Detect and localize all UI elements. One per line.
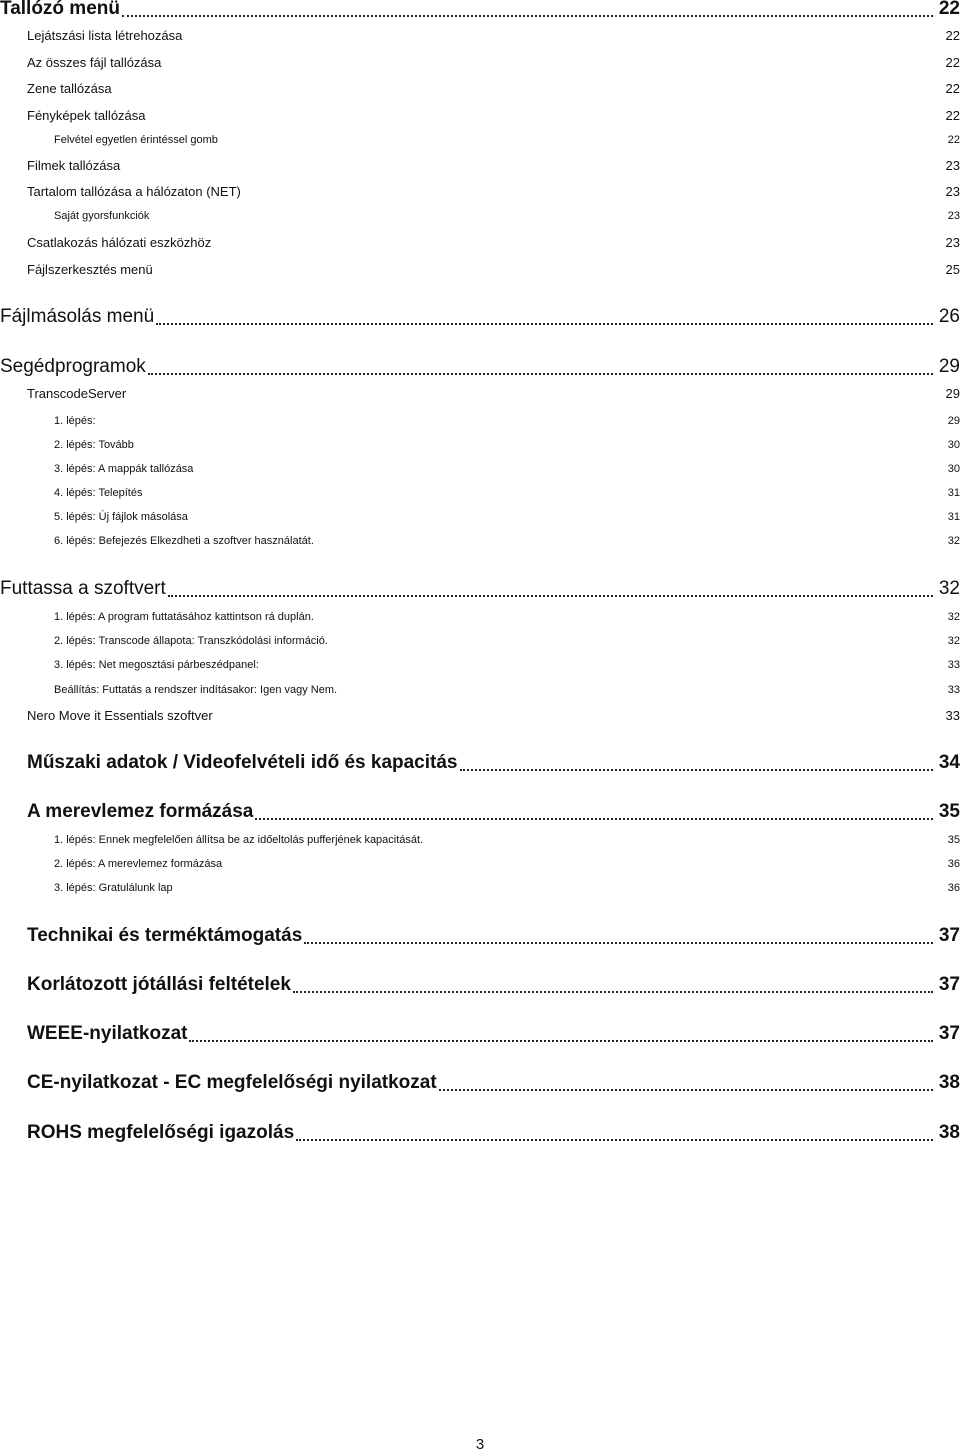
toc-heading[interactable] xyxy=(0,356,960,378)
toc-entry-page: 23 xyxy=(945,158,960,173)
toc-entry-title: CE-nyilatkozat - EC megfelelőségi nyilatkozat xyxy=(27,1072,437,1093)
toc-entry-page: 23 xyxy=(947,210,960,222)
toc-entry-page: 32 xyxy=(947,611,960,623)
toc-entry-title: 3. lépés: A mappák tallózása xyxy=(54,463,194,475)
toc-entry-title: Műszaki adatok / Videofelvételi idő és kapacitás xyxy=(27,752,458,773)
toc-entry[interactable] xyxy=(27,386,960,401)
toc-entry-title: Csatlakozás hálózati eszközhöz xyxy=(27,235,212,250)
toc-entry-title: Nero Move it Essentials szoftver xyxy=(27,708,213,723)
toc-entry[interactable] xyxy=(54,882,960,894)
toc-entry[interactable] xyxy=(27,55,960,70)
toc-entry[interactable] xyxy=(54,635,960,647)
toc-heading[interactable] xyxy=(27,801,960,823)
toc-heading[interactable] xyxy=(27,1023,960,1045)
toc-entry-page: 37 xyxy=(938,925,960,946)
toc-entry[interactable] xyxy=(27,235,960,250)
toc-entry-page: 32 xyxy=(947,635,960,647)
toc-entry[interactable] xyxy=(27,184,960,199)
toc-entry-page: 37 xyxy=(938,1023,960,1044)
toc-entry-page: 29 xyxy=(938,356,960,377)
dot-leader xyxy=(168,595,933,597)
toc-entry-title: Tallózó menü xyxy=(0,0,120,19)
toc-entry-title: Fájlmásolás menü xyxy=(0,306,155,327)
toc-entry-page: 31 xyxy=(947,487,960,499)
toc-entry-title: Futtassa a szoftvert xyxy=(0,578,166,599)
toc-entry-page: 30 xyxy=(947,439,960,451)
dot-leader xyxy=(255,818,933,820)
toc-entry-page: 33 xyxy=(945,708,960,723)
toc-entry-title: 5. lépés: Új fájlok másolása xyxy=(54,511,188,523)
toc-entry-title: WEEE-nyilatkozat xyxy=(27,1023,188,1044)
toc-entry-title: Segédprogramok xyxy=(0,356,146,377)
toc-entry-title: 2. lépés: Transcode állapota: Transzkódolási információ. xyxy=(54,635,328,647)
dot-leader xyxy=(156,323,933,325)
toc-entry-page: 33 xyxy=(947,659,960,671)
toc-heading[interactable] xyxy=(27,752,960,774)
toc-entry-title: Felvétel egyetlen érintéssel gomb xyxy=(54,134,218,146)
toc-entry-title: Filmek tallózása xyxy=(27,158,121,173)
toc-entry-title: Beállítás: Futtatás a rendszer indításakor: Igen vagy Nem. xyxy=(54,684,338,696)
toc-entry-page: 22 xyxy=(945,81,960,96)
toc-entry-title: Korlátozott jótállási feltételek xyxy=(27,974,291,995)
toc-entry-page: 33 xyxy=(947,684,960,696)
toc-entry[interactable] xyxy=(54,511,960,523)
toc-heading[interactable] xyxy=(27,974,960,996)
toc-entry-page: 37 xyxy=(938,974,960,995)
toc-entry[interactable] xyxy=(27,158,960,173)
toc-entry[interactable] xyxy=(27,108,960,123)
toc-entry-page: 22 xyxy=(945,55,960,70)
toc-entry-title: TranscodeServer xyxy=(27,386,127,401)
toc-entry-title: 2. lépés: A merevlemez formázása xyxy=(54,858,223,870)
dot-leader xyxy=(122,15,933,17)
toc-entry[interactable] xyxy=(54,535,960,547)
toc-entry-title: 2. lépés: Tovább xyxy=(54,439,134,451)
toc-entry[interactable] xyxy=(54,210,960,222)
dot-leader xyxy=(148,373,933,375)
toc-entry[interactable] xyxy=(54,439,960,451)
toc-heading[interactable] xyxy=(0,578,960,600)
toc-entry-page: 29 xyxy=(947,415,960,427)
toc-entry-page: 22 xyxy=(938,0,960,19)
toc-entry-page: 23 xyxy=(945,235,960,250)
toc-entry-page: 38 xyxy=(938,1122,960,1143)
toc-entry-title: 1. lépés: Ennek megfelelően állítsa be az időeltolás pufferjének kapacitását. xyxy=(54,834,424,846)
toc-entry-page: 30 xyxy=(947,463,960,475)
toc-entry[interactable] xyxy=(54,834,960,846)
toc-entry[interactable] xyxy=(54,487,960,499)
toc-entry-page: 23 xyxy=(945,184,960,199)
toc-entry[interactable] xyxy=(54,858,960,870)
toc-entry-page: 26 xyxy=(938,306,960,327)
toc-heading[interactable] xyxy=(27,1122,960,1144)
toc-entry-title: 3. lépés: Gratulálunk lap xyxy=(54,882,173,894)
toc-heading[interactable] xyxy=(0,0,960,20)
toc-entry-page: 36 xyxy=(947,882,960,894)
toc-entry-title: Zene tallózása xyxy=(27,81,112,96)
toc-entry-page: 22 xyxy=(945,28,960,43)
toc-entry[interactable] xyxy=(54,463,960,475)
page-number: 3 xyxy=(475,1436,485,1453)
dot-leader xyxy=(460,769,933,771)
toc-heading[interactable] xyxy=(27,1072,960,1094)
toc-heading[interactable] xyxy=(0,306,960,328)
toc-entry-title: 1. lépés: A program futtatásához kattintson rá duplán. xyxy=(54,611,314,623)
toc-entry-title: Lejátszási lista létrehozása xyxy=(27,28,183,43)
toc-entry[interactable] xyxy=(54,415,960,427)
toc-entry-page: 34 xyxy=(938,752,960,773)
toc-entry-title: Fényképek tallózása xyxy=(27,108,146,123)
toc-entry[interactable] xyxy=(27,262,960,277)
dot-leader xyxy=(296,1139,933,1141)
toc-entry-page: 32 xyxy=(947,535,960,547)
toc-entry[interactable] xyxy=(54,659,960,671)
toc-entry-title: 1. lépés: xyxy=(54,415,96,427)
toc-entry-title: 3. lépés: Net megosztási párbeszédpanel: xyxy=(54,659,259,671)
toc-entry-page: 31 xyxy=(947,511,960,523)
toc-entry-page: 35 xyxy=(938,801,960,822)
toc-entry-title: ROHS megfelelőségi igazolás xyxy=(27,1122,295,1143)
toc-entry-page: 22 xyxy=(945,108,960,123)
toc-entry-title: A merevlemez formázása xyxy=(27,801,254,822)
toc-entry-page: 35 xyxy=(947,834,960,846)
toc-entry-title: Technikai és terméktámogatás xyxy=(27,925,303,946)
toc-entry[interactable] xyxy=(54,684,960,696)
toc-entry-page: 32 xyxy=(938,578,960,599)
toc-entry-title: 4. lépés: Telepítés xyxy=(54,487,143,499)
toc-heading[interactable] xyxy=(27,925,960,947)
dot-leader xyxy=(189,1040,932,1042)
dot-leader xyxy=(304,942,933,944)
toc-entry-title: Fájlszerkesztés menü xyxy=(27,262,153,277)
toc-entry-title: Saját gyorsfunkciók xyxy=(54,210,150,222)
toc-entry[interactable] xyxy=(27,28,960,43)
toc-entry-title: Az összes fájl tallózása xyxy=(27,55,162,70)
toc-entry-page: 25 xyxy=(945,262,960,277)
toc-entry-page: 36 xyxy=(947,858,960,870)
toc-entry-page: 29 xyxy=(945,386,960,401)
toc-entry[interactable] xyxy=(27,708,960,723)
toc-entry-title: 6. lépés: Befejezés Elkezdheti a szoftver használatát. xyxy=(54,535,314,547)
dot-leader xyxy=(293,991,933,993)
toc-entry-page: 38 xyxy=(938,1072,960,1093)
toc-entry[interactable] xyxy=(27,81,960,96)
toc-entry[interactable] xyxy=(54,611,960,623)
dot-leader xyxy=(439,1089,933,1091)
toc-entry-page: 22 xyxy=(947,134,960,146)
toc-entry[interactable] xyxy=(54,134,960,146)
toc-entry-title: Tartalom tallózása a hálózaton (NET) xyxy=(27,184,241,199)
